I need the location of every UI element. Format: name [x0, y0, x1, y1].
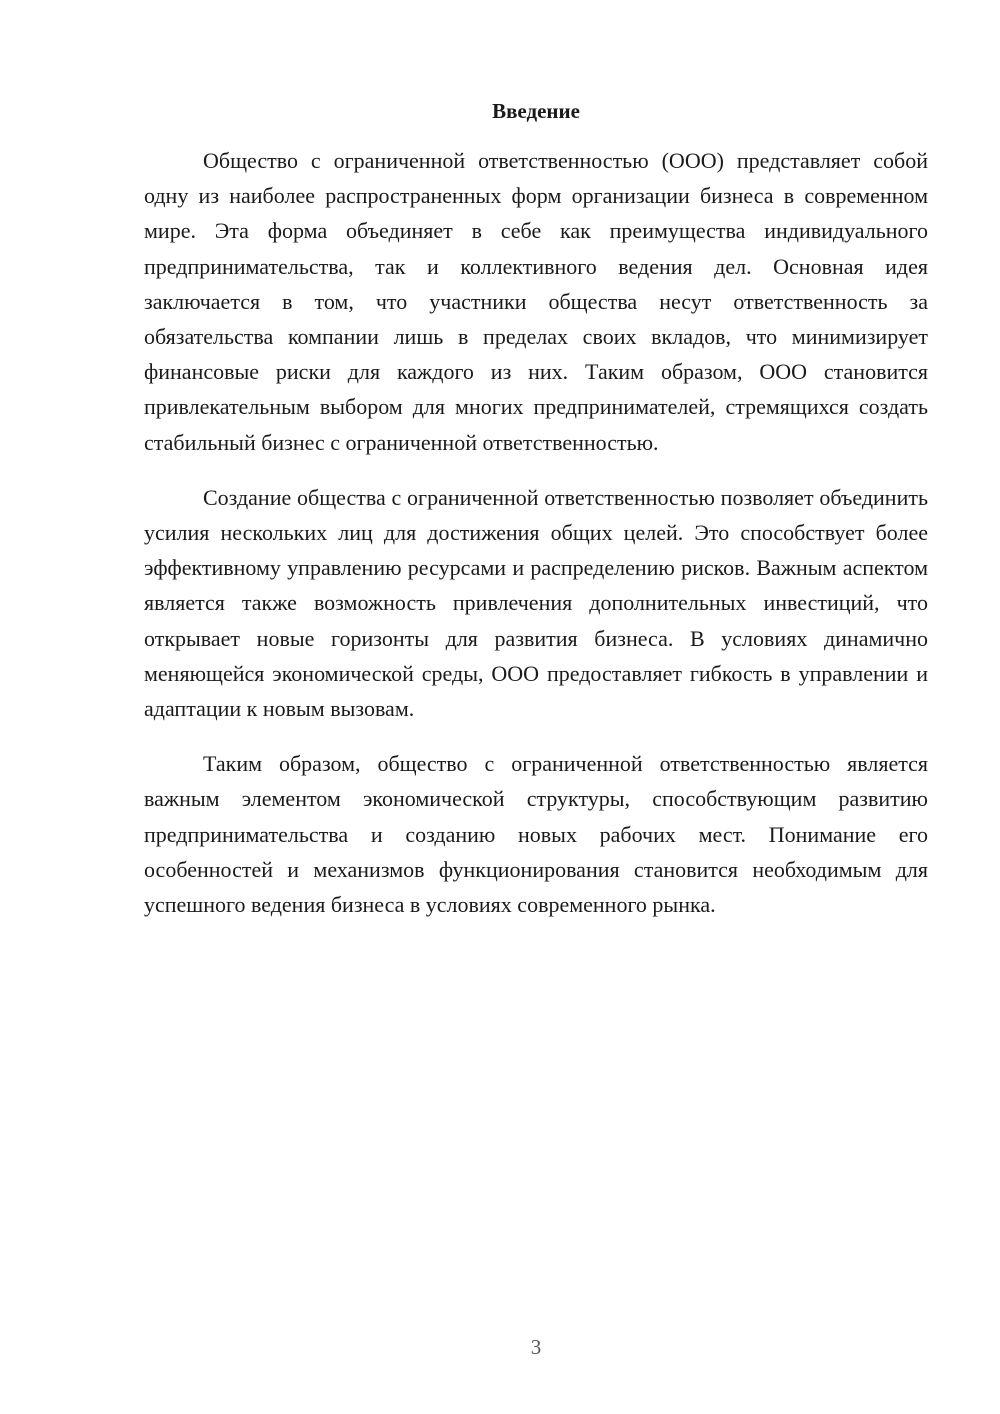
paragraph-3: Таким образом, общество с ограниченной ответственностью является важным элементом экономической структуры, способствующим развитию предпринимательства и созданию новых рабочих мест. Понимание его особенностей и механизмов функционирования становится необходимым для успешного ведения бизнеса в условиях современного рынка.	[144, 751, 928, 918]
section-heading: Введение	[492, 99, 580, 123]
paragraph-2: Создание общества с ограниченной ответственностью позволяет объединить усилия нескольких лиц для достижения общих целей. Это способствует более эффективному управлению ресурсами и распределению рисков. Важным аспектом является также возможность привлечения дополнительных инвестиций, что открывает новые горизонты для развития бизнеса. В условиях динамично меняющейся экономической среды, ООО предоставляет гибкость в управлении и адаптации к новым вызовам.	[144, 484, 928, 722]
page-number: 3	[530, 1335, 542, 1359]
paragraph-1: Общество с ограниченной ответственностью (ООО) представляет собой одну из наиболее распространенных форм организации бизнеса в современном мире. Эта форма объединяет в себе как преимущества индивидуального предпринимательства, так и коллективного ведения дел. Основная идея заключается в том, что участники общества несут ответственность за обязательства компании лишь в пределах своих вкладов, что минимизирует финансовые риски для каждого из них. Таким образом, ООО становится привлекательным выбором для многих предпринимателей, стремящихся создать стабильный бизнес с ограниченной ответственностью.	[144, 148, 928, 455]
body-text	[144, 143, 928, 942]
